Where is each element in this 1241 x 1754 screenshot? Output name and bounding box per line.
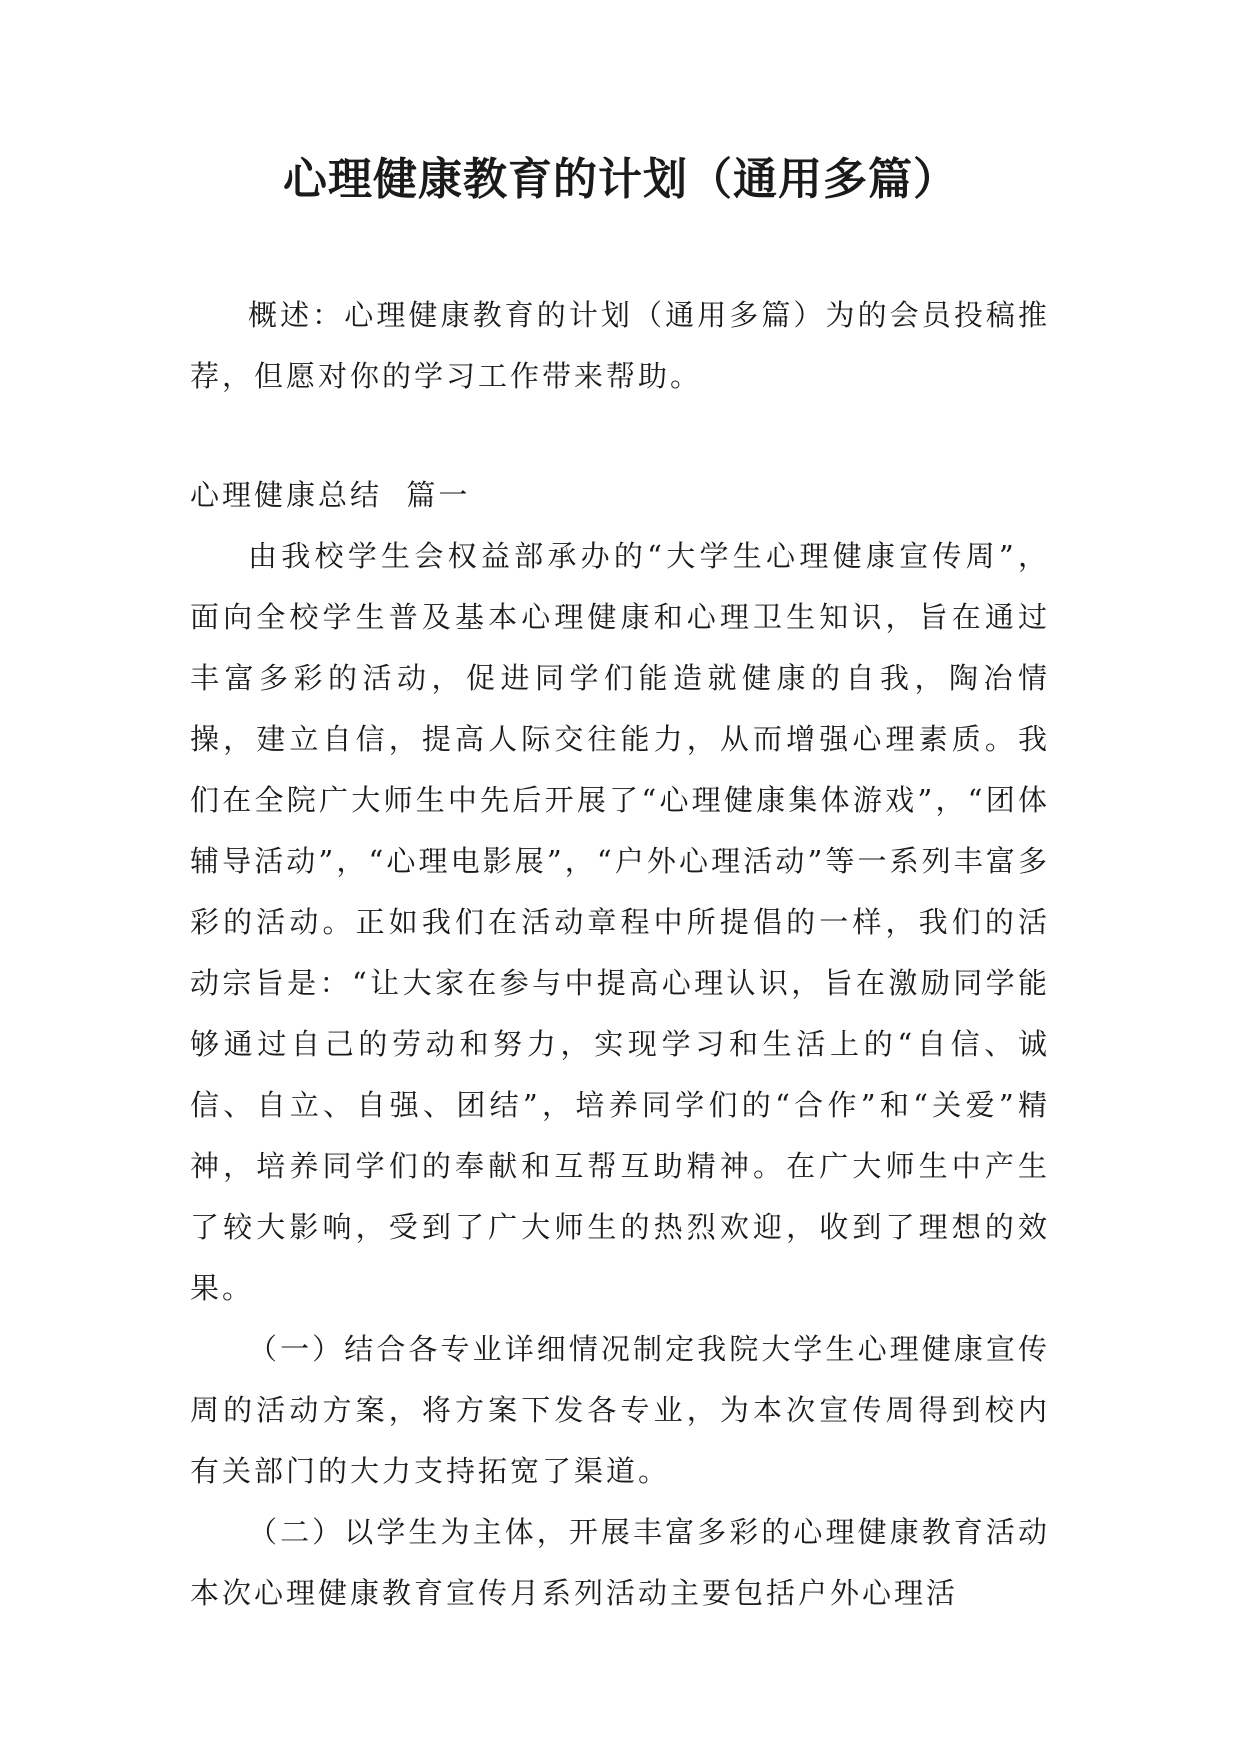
document-body — [190, 285, 1050, 1624]
body-paragraph-1: 由我校学生会权益部承办的“大学生心理健康宣传周”，面向全校学生普及基本心理健康和心理卫生知识，旨在通过丰富多彩的活动，促进同学们能造就健康的自我，陶冶情操，建立自信，提高人际交往能力，从而增强心理素质。我们在全院广大师生中先后开展了“心理健康集体游戏”，“团体辅导活动”，“心理电影展”，“户外心理活动”等一系列丰富多彩的活动。正如我们在活动章程中所提倡的一样，我们的活动宗旨是：“让大家在参与中提高心理认识，旨在激励同学能够通过自己的劳动和努力，实现学习和生活上的“自信、诚信、自立、自强、团结”，培养同学们的“合作”和“关爱”精神，培养同学们的奉献和互帮互助精神。在广大师生中产生了较大影响，受到了广大师生的热烈欢迎，收到了理想的效果。 — [190, 539, 1050, 1305]
document-title: 心理健康教育的计划（通用多篇） — [283, 154, 958, 205]
summary-paragraph: 概述：心理健康教育的计划（通用多篇）为的会员投稿推荐，但愿对你的学习工作带来帮助。 — [190, 298, 1050, 393]
body-paragraph-2: （一）结合各专业详细情况制定我院大学生心理健康宣传周的活动方案，将方案下发各专业，为本次宣传周得到校内有关部门的大力支持拓宽了渠道。 — [190, 1332, 1050, 1488]
section-heading: 心理健康总结 篇一 — [190, 478, 471, 512]
body-paragraph-3: （二）以学生为主体，开展丰富多彩的心理健康教育活动本次心理健康教育宣传月系列活动主要包括户外心理活 — [190, 1515, 1050, 1610]
